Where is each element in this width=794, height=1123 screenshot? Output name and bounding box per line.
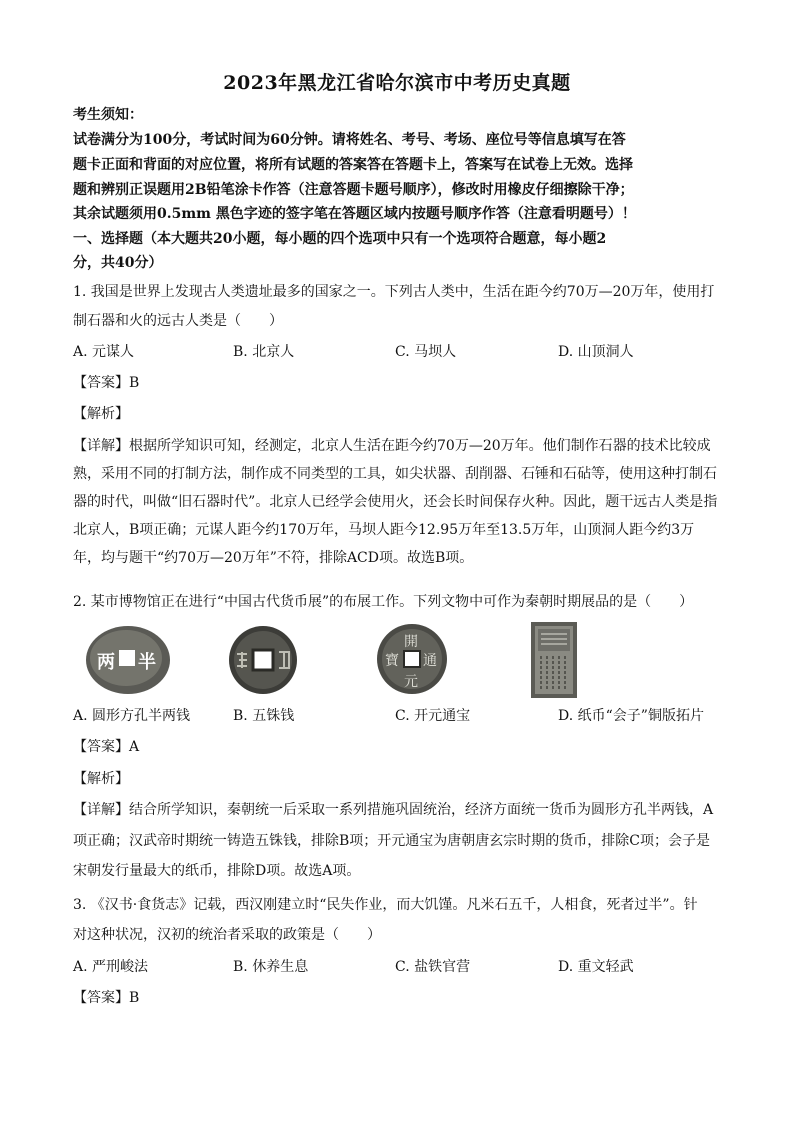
q2-option-d: D. 纸币“会子”铜版拓片 [558, 708, 704, 724]
q1-stem: 1. 我国是世界上发现古人类遗址最多的国家之一。下列古人类中，生活在距今约70万—20万年，使用打 [73, 284, 715, 300]
q3-option-c: C. 盐铁官营 [395, 959, 471, 975]
coin-char: 元 [404, 674, 418, 690]
q1-detail: 熟，采用不同的打制方法，制作成不同类型的工具，如尖状器、刮削器、石锤和石砧等，使用这种打制石 [73, 466, 717, 482]
q1-answer: 【答案】B [73, 375, 140, 391]
kaiyuan-coin-image [375, 622, 449, 696]
q1-option-a: A. 元谋人 [73, 344, 135, 360]
notice-line: 题卡正面和背面的对应位置，将所有试题的答案答在答题卡上，答案写在试卷上无效。选择 [73, 157, 633, 173]
wuzhu-coin-image [227, 624, 299, 696]
q3-stem: 3. 《汉书·食货志》记载，西汉刚建立时“民失作业，而大饥馑。凡米石五千，人相食，死者过半”。针 [73, 897, 698, 913]
notice-line: 试卷满分为100分，考试时间为60分钟。请将姓名、考号、考场、座位号等信息填写在答 [73, 132, 626, 148]
q2-options [73, 705, 733, 727]
q1-detail: 北京人，B项正确；元谋人距今约170万年，马坝人距今12.95万年至13.5万年，山顶洞人距今约3万 [73, 522, 695, 538]
notice-line: 题和辨别正误题用2B铅笔涂卡作答（注意答题卡题号顺序），修改时用橡皮仔细擦除干净； [73, 182, 634, 198]
coin-images [73, 620, 733, 700]
q1-detail: 年，均与题干“约70万—20万年”不符，排除ACD项。故选B项。 [73, 550, 474, 566]
q3-stem-cont: 对这种状况，汉初的统治者采取的政策是（ ） [73, 927, 381, 943]
q2-detail: 宋朝发行量最大的纸币，排除D项。故选A项。 [73, 863, 361, 879]
q1-option-c: C. 马坝人 [395, 344, 457, 360]
q2-stem: 2. 某市博物馆正在进行“中国古代货币展”的布展工作。下列文物中可作为秦朝时期展品的是（ ） [73, 594, 694, 610]
q1-stem-cont: 制石器和火的远古人类是（ ） [73, 313, 283, 329]
notice-line: 其余试题须用0.5mm 黑色字迹的签字笔在答题区域内按题号顺序作答（注意看明题号）！ [73, 206, 636, 222]
q1-detail: 器的时代，叫做“旧石器时代”。北京人已经学会使用火，还会长时间保存火种。因此，题干远古人类是指 [73, 494, 718, 510]
coin-char: 半 [138, 652, 156, 673]
q3-option-d: D. 重文轻武 [558, 959, 634, 975]
q2-answer: 【答案】A [73, 739, 140, 755]
q1-option-b: B. 北京人 [233, 344, 295, 360]
huizi-rubbing-image [529, 620, 579, 700]
q2-detail: 【详解】结合所学知识，秦朝统一后采取一系列措施巩固统治，经济方面统一货币为圆形方孔半两钱，A [73, 802, 714, 818]
q2-option-c: C. 开元通宝 [395, 708, 471, 724]
banliang-coin-image [83, 624, 173, 696]
coin-char: 寶 [385, 653, 399, 669]
q1-option-d: D. 山顶洞人 [558, 344, 634, 360]
notice-heading: 考生须知： [73, 107, 143, 123]
q3-option-b: B. 休养生息 [233, 959, 309, 975]
q1-detail: 【详解】根据所学知识可知，经测定，北京人生活在距今约70万—20万年。他们制作石器的技术比较成 [73, 438, 711, 454]
section-heading: 一、选择题（本大题共20小题，每小题的四个选项中只有一个选项符合题意，每小题2 [73, 231, 607, 247]
q2-detail: 项正确；汉武帝时期统一铸造五铢钱，排除B项；开元通宝为唐朝唐玄宗时期的货币，排除C项；会子是 [73, 833, 710, 849]
q2-analysis: 【解析】 [73, 771, 129, 787]
q3-answer: 【答案】B [73, 990, 140, 1006]
q2-option-a: A. 圆形方孔半两钱 [73, 708, 191, 724]
q1-analysis: 【解析】 [73, 406, 129, 422]
q3-option-a: A. 严刑峻法 [73, 959, 149, 975]
q2-option-b: B. 五铢钱 [233, 708, 295, 724]
q1-options [73, 341, 733, 363]
section-heading-cont: 分，共40分） [73, 255, 163, 271]
coin-char: 两 [97, 652, 115, 673]
q3-options [73, 956, 733, 978]
page-title: 2023年黑龙江省哈尔滨市中考历史真题 [223, 72, 571, 94]
coin-char: 開 [404, 634, 418, 650]
coin-char: 通 [423, 653, 437, 669]
